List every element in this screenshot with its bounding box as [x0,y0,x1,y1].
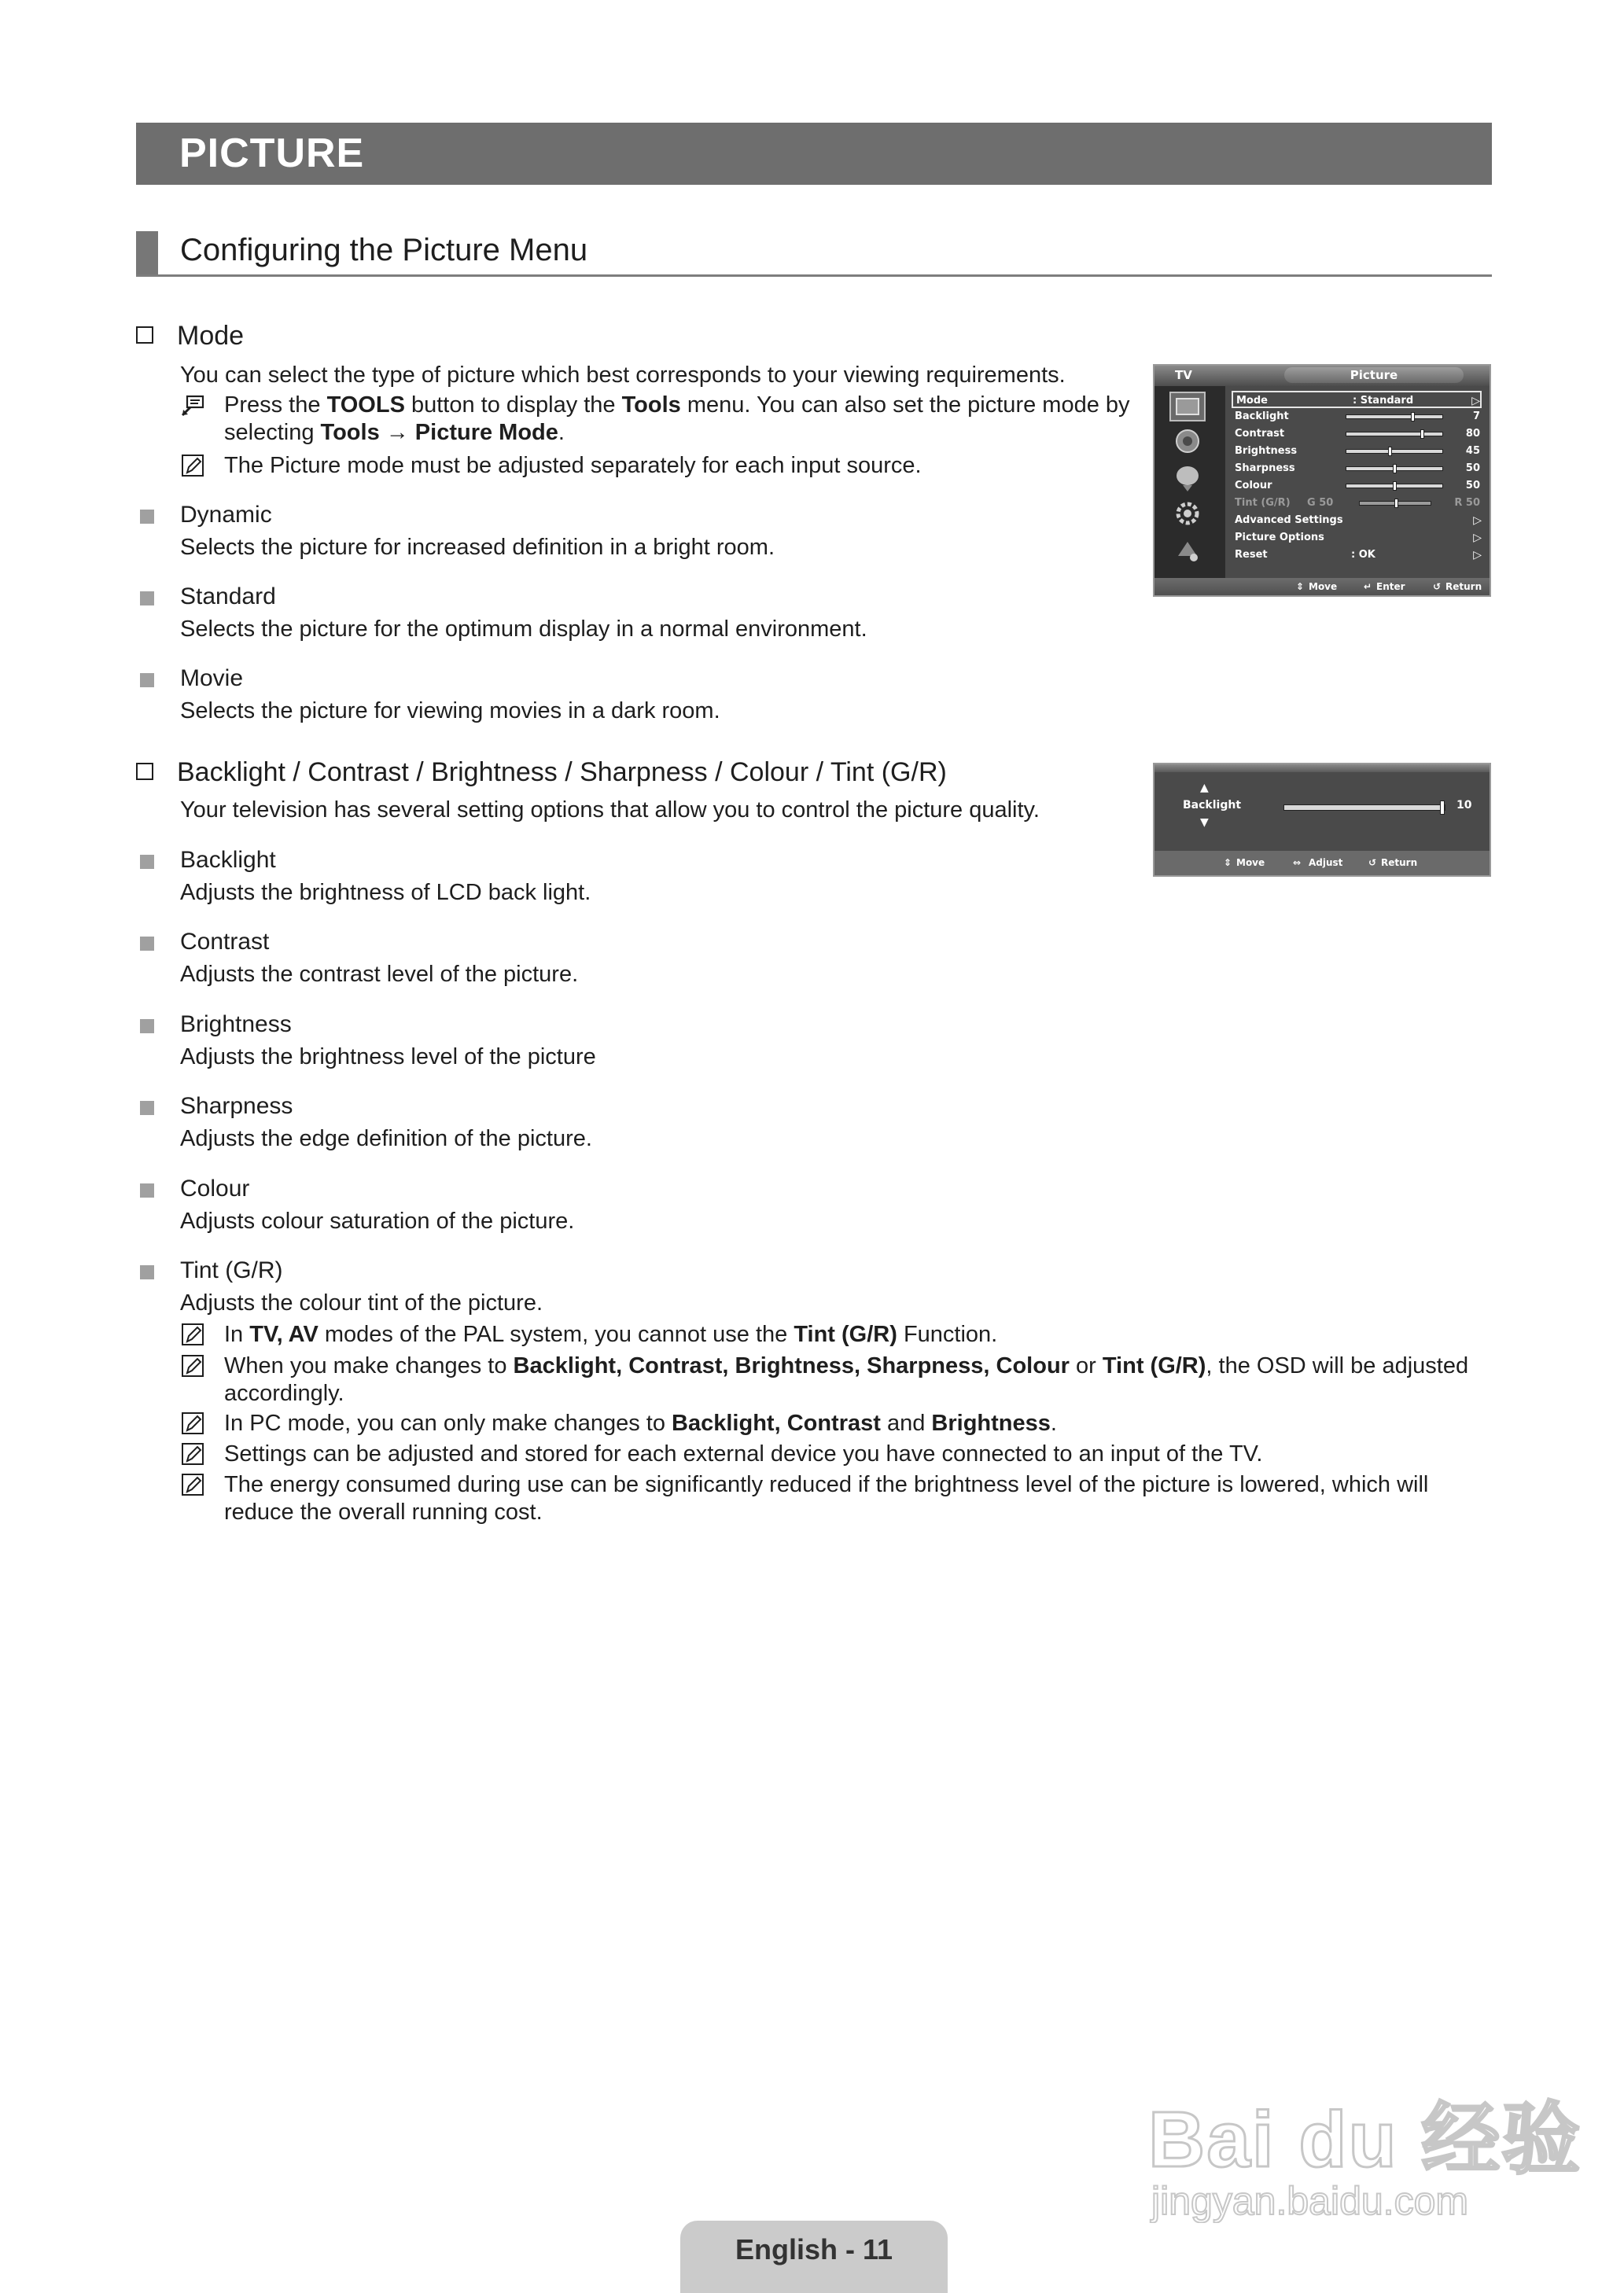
osd-backlight-thumb[interactable] [1440,801,1445,815]
osd-colour-row[interactable] [1232,477,1482,495]
osd-slider-track [1346,449,1443,454]
osd-row-label: Reset [1235,549,1268,561]
picture-menu-icon [1167,391,1208,422]
osd-tint-g: G 50 [1307,497,1334,509]
note-icon [181,454,204,477]
adjust-heading-text: Backlight / Contrast / Brightness / Sharpness / Colour / Tint (G/R) [177,757,947,787]
osd-sharpness-row[interactable] [1232,460,1482,477]
osd-adjust-note: When you make changes to Backlight, Contrast, Brightness, Sharpness, Colour or Tint (G/R), the OSD will be adjusted accordingly. [224,1353,1469,1406]
section-title: Configuring the Picture Menu [180,233,588,267]
return-icon: ↺ [1433,581,1442,592]
mode-item-desc: Selects the picture for the optimum display in a normal environment. [180,616,867,642]
square-bullet-icon [140,591,154,605]
adjust-intro: Your television has several setting options that allow you to control the picture quality. [180,797,1040,823]
osd-footer-return: Return [1381,857,1418,868]
osd-slider-track [1346,466,1443,471]
osd-backlight-label: Backlight [1183,799,1242,812]
osd-row-label: Backlight [1235,410,1289,422]
adjust-item-title: Colour [180,1176,250,1202]
square-bullet-icon [140,1183,154,1198]
osd-mode-value: : Standard [1353,395,1414,407]
adjust-item-desc: Adjusts the brightness of LCD back light. [180,880,591,905]
osd-slider-track [1346,414,1443,419]
page-number: English - 11 [735,2233,893,2265]
mode-intro: You can select the type of picture which best corresponds to your viewing requirements. [180,363,1066,388]
energy-note: The energy consumed during use can be significantly reduced if the brightness level of the picture is lowered, which will reduce the overall running cost. [224,1472,1429,1525]
arrow-right-icon: ▷ [1471,395,1480,407]
adjust-item-title: Backlight [180,847,276,873]
chapter-title-bar [136,123,1492,185]
mode-heading-text: Mode [177,321,245,351]
mode-item-title: Movie [180,665,244,691]
baidu-watermark [1148,2052,1582,2241]
osd-tint-row[interactable] [1232,495,1482,512]
osd-row-value: 7 [1472,410,1480,422]
osd-slider-thumb[interactable] [1388,447,1392,456]
note-icon [181,1323,204,1346]
adjust-item-desc: Adjusts the colour tint of the picture. [180,1290,543,1316]
updown-icon: ⇕ [1296,581,1305,592]
osd-footer-move: Move [1236,857,1265,868]
square-bullet-icon [140,510,154,524]
square-bullet-icon [140,855,154,869]
osd-source-label: TV [1175,368,1192,382]
adjust-heading [136,755,947,789]
osd-row-value: 50 [1465,462,1480,474]
watermark-url: jingyan.baidu.com [1151,2179,1469,2223]
note-icon [181,1354,204,1378]
adjust-item-desc: Adjusts the contrast level of the picture. [180,962,579,987]
osd-row-label: Contrast [1235,428,1285,440]
mode-item-title: Standard [180,583,276,609]
osd-row-value: 80 [1465,428,1480,440]
osd-contrast-row[interactable] [1232,425,1482,443]
osd-slider-track [1346,484,1443,488]
osd-row-label: Picture Options [1235,532,1324,543]
osd-backlight-value: 10 [1456,799,1472,812]
backlight-adjust-osd [1153,763,1491,877]
setup-menu-icon [1167,498,1208,529]
chapter-title: PICTURE [179,131,365,176]
osd-menu-body [1225,386,1490,578]
osd-row-label: Brightness [1235,445,1298,457]
arrow-right-icon: ▷ [1473,549,1482,561]
adjust-item-title: Brightness [180,1011,292,1037]
updown-icon: ⇕ [1224,857,1232,868]
osd-slider-track [1346,432,1443,436]
mode-item-title: Dynamic [180,502,272,528]
osd-slider-track [1359,501,1431,506]
mode-item-desc: Selects the picture for increased definition in a bright room. [180,535,775,560]
osd-row-label: Sharpness [1235,462,1295,474]
sound-menu-icon [1167,425,1208,457]
osd-tab-picture: Picture [1284,367,1464,383]
osd-slider-thumb[interactable] [1393,481,1397,491]
mode-item-desc: Selects the picture for viewing movies in a dark room. [180,698,720,723]
osd-row-label: Colour [1235,480,1272,491]
osd-row-label: Advanced Settings [1235,514,1343,526]
adjust-item-desc: Adjusts the edge definition of the picture. [180,1126,592,1151]
mode-source-note: The Picture mode must be adjusted separately for each input source. [224,453,922,478]
leftright-icon: ⇔ [1293,857,1302,868]
osd-footer-move: Move [1309,581,1338,592]
osd-slider-thumb[interactable] [1393,464,1397,473]
osd-reset-row[interactable] [1232,547,1482,564]
adjust-item-desc: Adjusts colour saturation of the picture. [180,1209,575,1234]
square-bullet-icon [140,1101,154,1115]
tools-note-icon [181,393,204,417]
osd-mode-row[interactable] [1232,391,1482,408]
up-arrow-icon: ▲ [1200,782,1209,794]
arrow-right-icon: ▷ [1473,532,1482,544]
external-device-note: Settings can be adjusted and stored for each external device you have connected to an input of the TV. [224,1441,1263,1467]
tint-pal-note: In TV, AV modes of the PAL system, you cannot use the Tint (G/R) Function. [224,1322,998,1347]
osd-footer-return: Return [1445,581,1482,592]
watermark-logo: Bai du 经验 [1148,2096,1582,2184]
note-icon [181,1473,204,1496]
osd-backlight-row[interactable] [1232,408,1482,425]
tools-note: Press the TOOLS button to display the Tools menu. You can also set the picture mode by selecting Tools → Picture Mode. [224,392,1130,445]
square-bullet-icon [140,1265,154,1279]
osd-advanced-row[interactable] [1232,512,1482,529]
square-bullet-icon [140,673,154,687]
note-icon [181,1412,204,1435]
osd-brightness-row[interactable] [1232,443,1482,460]
input-menu-icon [1167,534,1208,565]
section-heading [136,229,1492,277]
picture-osd-menu [1153,364,1491,597]
checkbox-bullet-icon [136,763,153,780]
osd-footer [1154,578,1490,595]
osd-reset-value: : OK [1351,549,1375,561]
checkbox-bullet-icon [136,326,153,344]
osd-slider-thumb[interactable] [1420,429,1424,439]
osd-row-value: 50 [1465,480,1480,491]
channel-menu-icon [1167,462,1208,493]
adjust-item-title: Tint (G/R) [180,1257,283,1283]
osd-top-bar [1154,764,1490,772]
osd-slider-thumb[interactable] [1411,412,1415,421]
osd-footer-enter: Enter [1376,581,1405,592]
down-arrow-icon: ▼ [1200,816,1209,829]
osd-row-label: Tint (G/R) [1235,497,1291,509]
osd-mode-label: Mode [1236,395,1268,407]
mode-heading [136,318,244,353]
osd-tint-r: R 50 [1454,497,1480,509]
note-icon [181,1442,204,1466]
page-number-tab [680,2221,948,2293]
osd-top-bar [1154,366,1490,386]
osd-footer-adjust: Adjust [1309,857,1343,868]
square-bullet-icon [140,1019,154,1033]
return-icon: ↺ [1368,857,1377,868]
section-marker [136,231,158,274]
pc-mode-note: In PC mode, you can only make changes to Backlight, Contrast and Brightness. [224,1411,1057,1436]
adjust-item-desc: Adjusts the brightness level of the picture [180,1044,596,1069]
osd-row-value: 45 [1465,445,1480,457]
arrow-right-icon: ▷ [1473,514,1482,527]
osd-options-row[interactable] [1232,529,1482,547]
enter-icon: ↵ [1364,581,1372,592]
adjust-item-title: Contrast [180,929,270,955]
osd-side-menu [1154,386,1225,578]
osd-footer [1154,851,1490,875]
adjust-item-title: Sharpness [180,1093,293,1119]
square-bullet-icon [140,937,154,951]
osd-backlight-track [1283,804,1445,811]
osd-slider-thumb[interactable] [1394,499,1398,508]
